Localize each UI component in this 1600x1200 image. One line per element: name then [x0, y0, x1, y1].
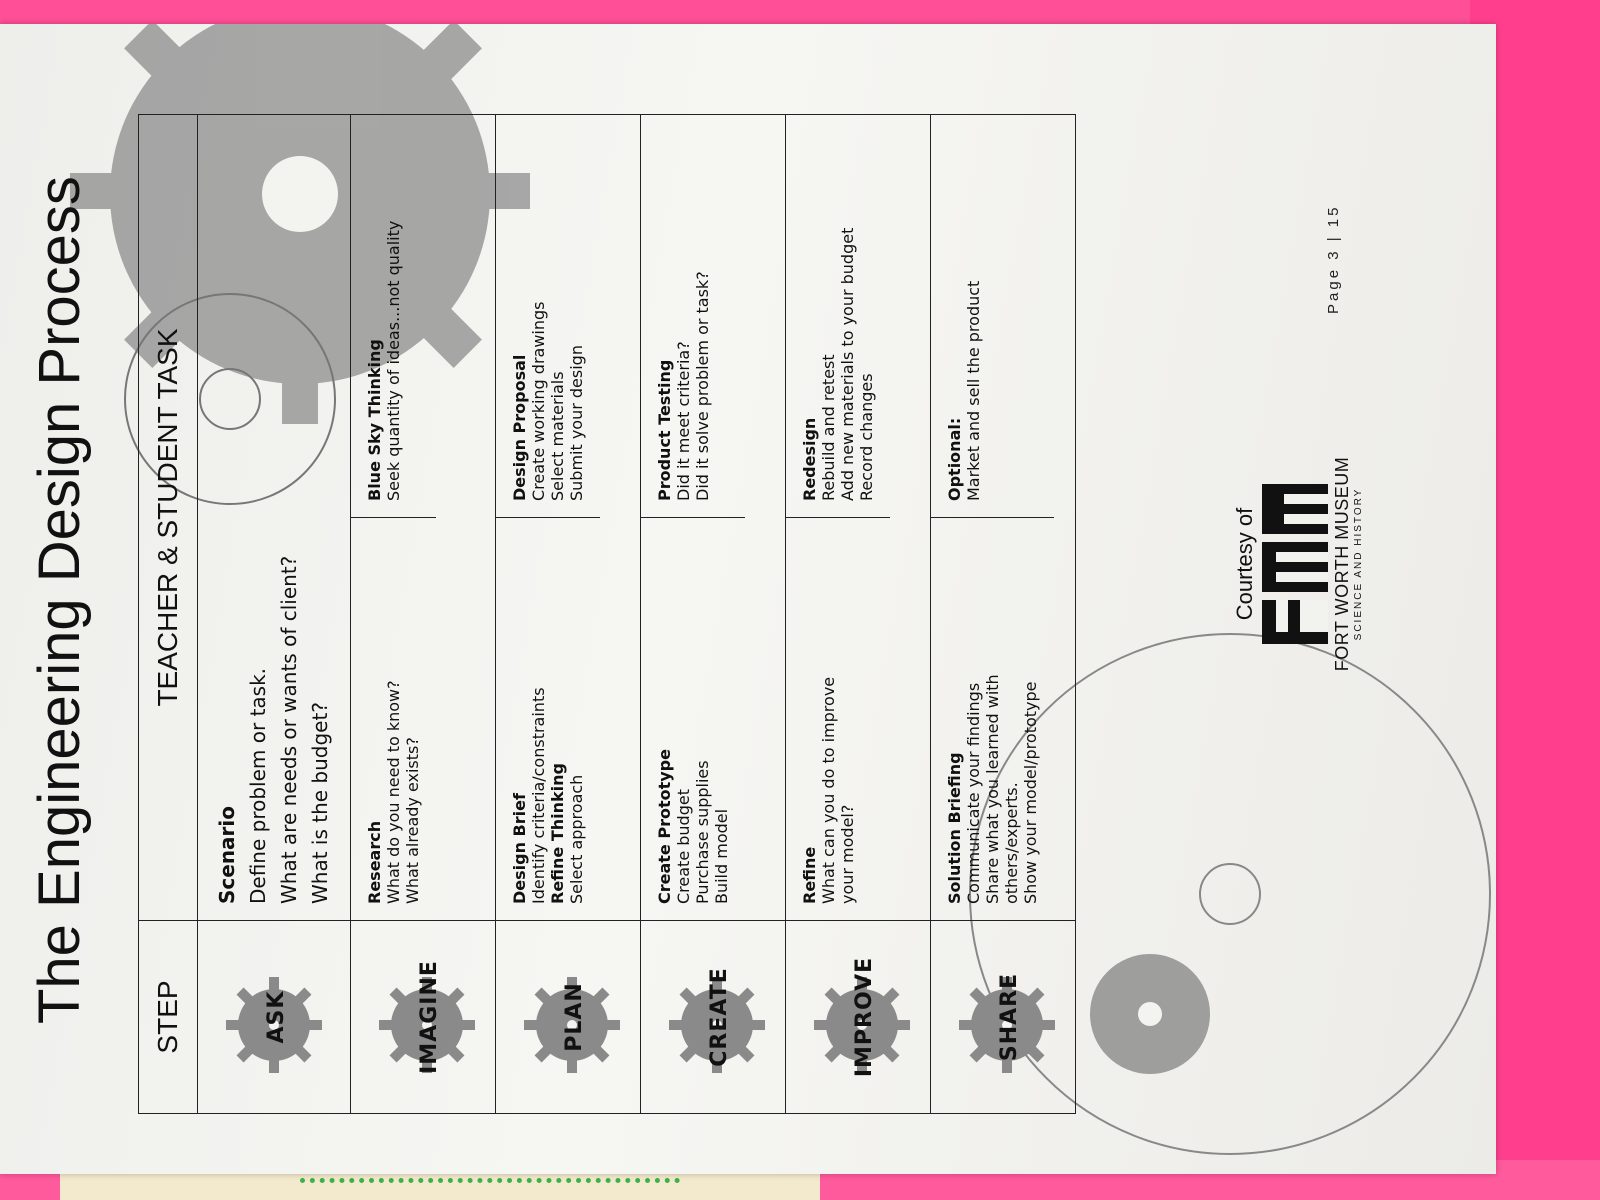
table-row — [351, 115, 496, 1114]
task-right — [641, 115, 745, 517]
courtesy-block — [1232, 434, 1364, 694]
task-heading: Refine Thinking — [548, 763, 567, 904]
task-line: Build model — [712, 808, 731, 904]
step-label: PLAN — [562, 982, 587, 1052]
task-line: What are needs or wants of client? — [277, 555, 301, 904]
task-line: Did it solve problem or task? — [693, 271, 712, 501]
task-line: Select materials — [548, 371, 567, 501]
task-left — [786, 517, 890, 920]
task-line: Show your model/prototype — [1021, 681, 1040, 904]
task-heading: Design Proposal — [510, 354, 529, 501]
museum-subtitle: SCIENCE AND HISTORY — [1353, 487, 1364, 641]
task-line: Record changes — [857, 373, 876, 501]
fwm-logo-icon — [1262, 484, 1328, 644]
step-label: ASK — [264, 990, 289, 1044]
task-line: Share what you learned with — [983, 674, 1002, 904]
step-label: CREATE — [707, 967, 732, 1067]
task-heading: Product Testing — [655, 359, 674, 501]
task-line: What is the budget? — [308, 702, 332, 904]
task-line: What can you do to improve — [819, 676, 838, 904]
step-cell-plan — [496, 921, 641, 1114]
task-heading: Design Brief — [510, 793, 529, 904]
task-left — [351, 517, 436, 920]
step-cell-imagine — [351, 921, 496, 1114]
table-row — [931, 115, 1076, 1114]
page-title: The Engineering Design Process — [27, 176, 92, 1024]
table-row — [198, 115, 351, 1114]
task-cell-create — [641, 115, 786, 921]
task-heading: Research — [365, 820, 384, 904]
task-left — [641, 517, 745, 920]
task-line: Identify criteria/constraints — [529, 687, 548, 904]
task-line: Market and sell the product — [964, 280, 983, 501]
task-line: Define problem or task. — [246, 667, 270, 904]
header-step: STEP — [139, 921, 198, 1114]
task-heading: Solution Briefing — [945, 752, 964, 904]
task-heading: Blue Sky Thinking — [365, 339, 384, 501]
task-line: your model? — [838, 804, 857, 904]
step-label: IMAGINE — [417, 960, 442, 1074]
handout-page — [0, 24, 1496, 1174]
courtesy-label: Courtesy of — [1232, 507, 1257, 621]
design-process-table — [138, 114, 1076, 1114]
task-line: Purchase supplies — [693, 760, 712, 904]
task-line: What do you need to know? — [384, 680, 403, 904]
table-row — [641, 115, 786, 1114]
step-cell-share — [931, 921, 1076, 1114]
task-cell-imagine — [351, 115, 496, 921]
task-cell-share — [931, 115, 1076, 921]
task-line: Submit your design — [567, 345, 586, 501]
handout-sheet — [0, 24, 1496, 1174]
task-right — [931, 115, 1054, 517]
page-number: Page 3 | 15 — [1325, 204, 1342, 314]
step-label: IMPROVE — [852, 956, 877, 1078]
task-line: Seek quantity of ideas...not quality — [384, 220, 403, 501]
small-gear-bottom-left-icon — [1090, 954, 1210, 1074]
green-marker-scribble — [300, 1178, 680, 1197]
task-cell-improve — [786, 115, 931, 921]
task-line: Create working drawings — [529, 301, 548, 501]
task-line: Did it meet criteria? — [674, 341, 693, 501]
task-right — [351, 115, 436, 517]
task-heading: Optional: — [945, 417, 964, 501]
task-line: Rebuild and retest — [819, 354, 838, 501]
step-cell-ask — [198, 921, 351, 1114]
task-cell-plan — [496, 115, 641, 921]
task-line: Communicate your findings — [964, 682, 983, 904]
task-line: Add new materials to your budget — [838, 227, 857, 501]
task-heading: Redesign — [800, 417, 819, 501]
task-cell-ask — [198, 115, 351, 921]
step-cell-create — [641, 921, 786, 1114]
step-cell-improve — [786, 921, 931, 1114]
task-right — [786, 115, 890, 517]
task-line: What already exists? — [403, 737, 422, 904]
table-header-row — [139, 115, 198, 1114]
task-right — [496, 115, 600, 517]
pink-tape-top — [0, 0, 1600, 24]
table-row — [496, 115, 641, 1114]
task-heading: Create Prototype — [655, 749, 674, 904]
task-line: Select approach — [567, 774, 586, 904]
task-line: others/experts. — [1002, 782, 1021, 904]
task-left — [496, 517, 600, 920]
header-task: TEACHER & STUDENT TASK — [139, 115, 198, 921]
task-left — [931, 517, 1054, 920]
task-heading: Scenario — [215, 805, 239, 904]
museum-name: FORT WORTH MUSEUM — [1332, 456, 1352, 672]
task-line: Create budget — [674, 789, 693, 904]
task-heading: Refine — [800, 846, 819, 904]
table-row — [786, 115, 931, 1114]
step-label: SHARE — [997, 972, 1022, 1062]
